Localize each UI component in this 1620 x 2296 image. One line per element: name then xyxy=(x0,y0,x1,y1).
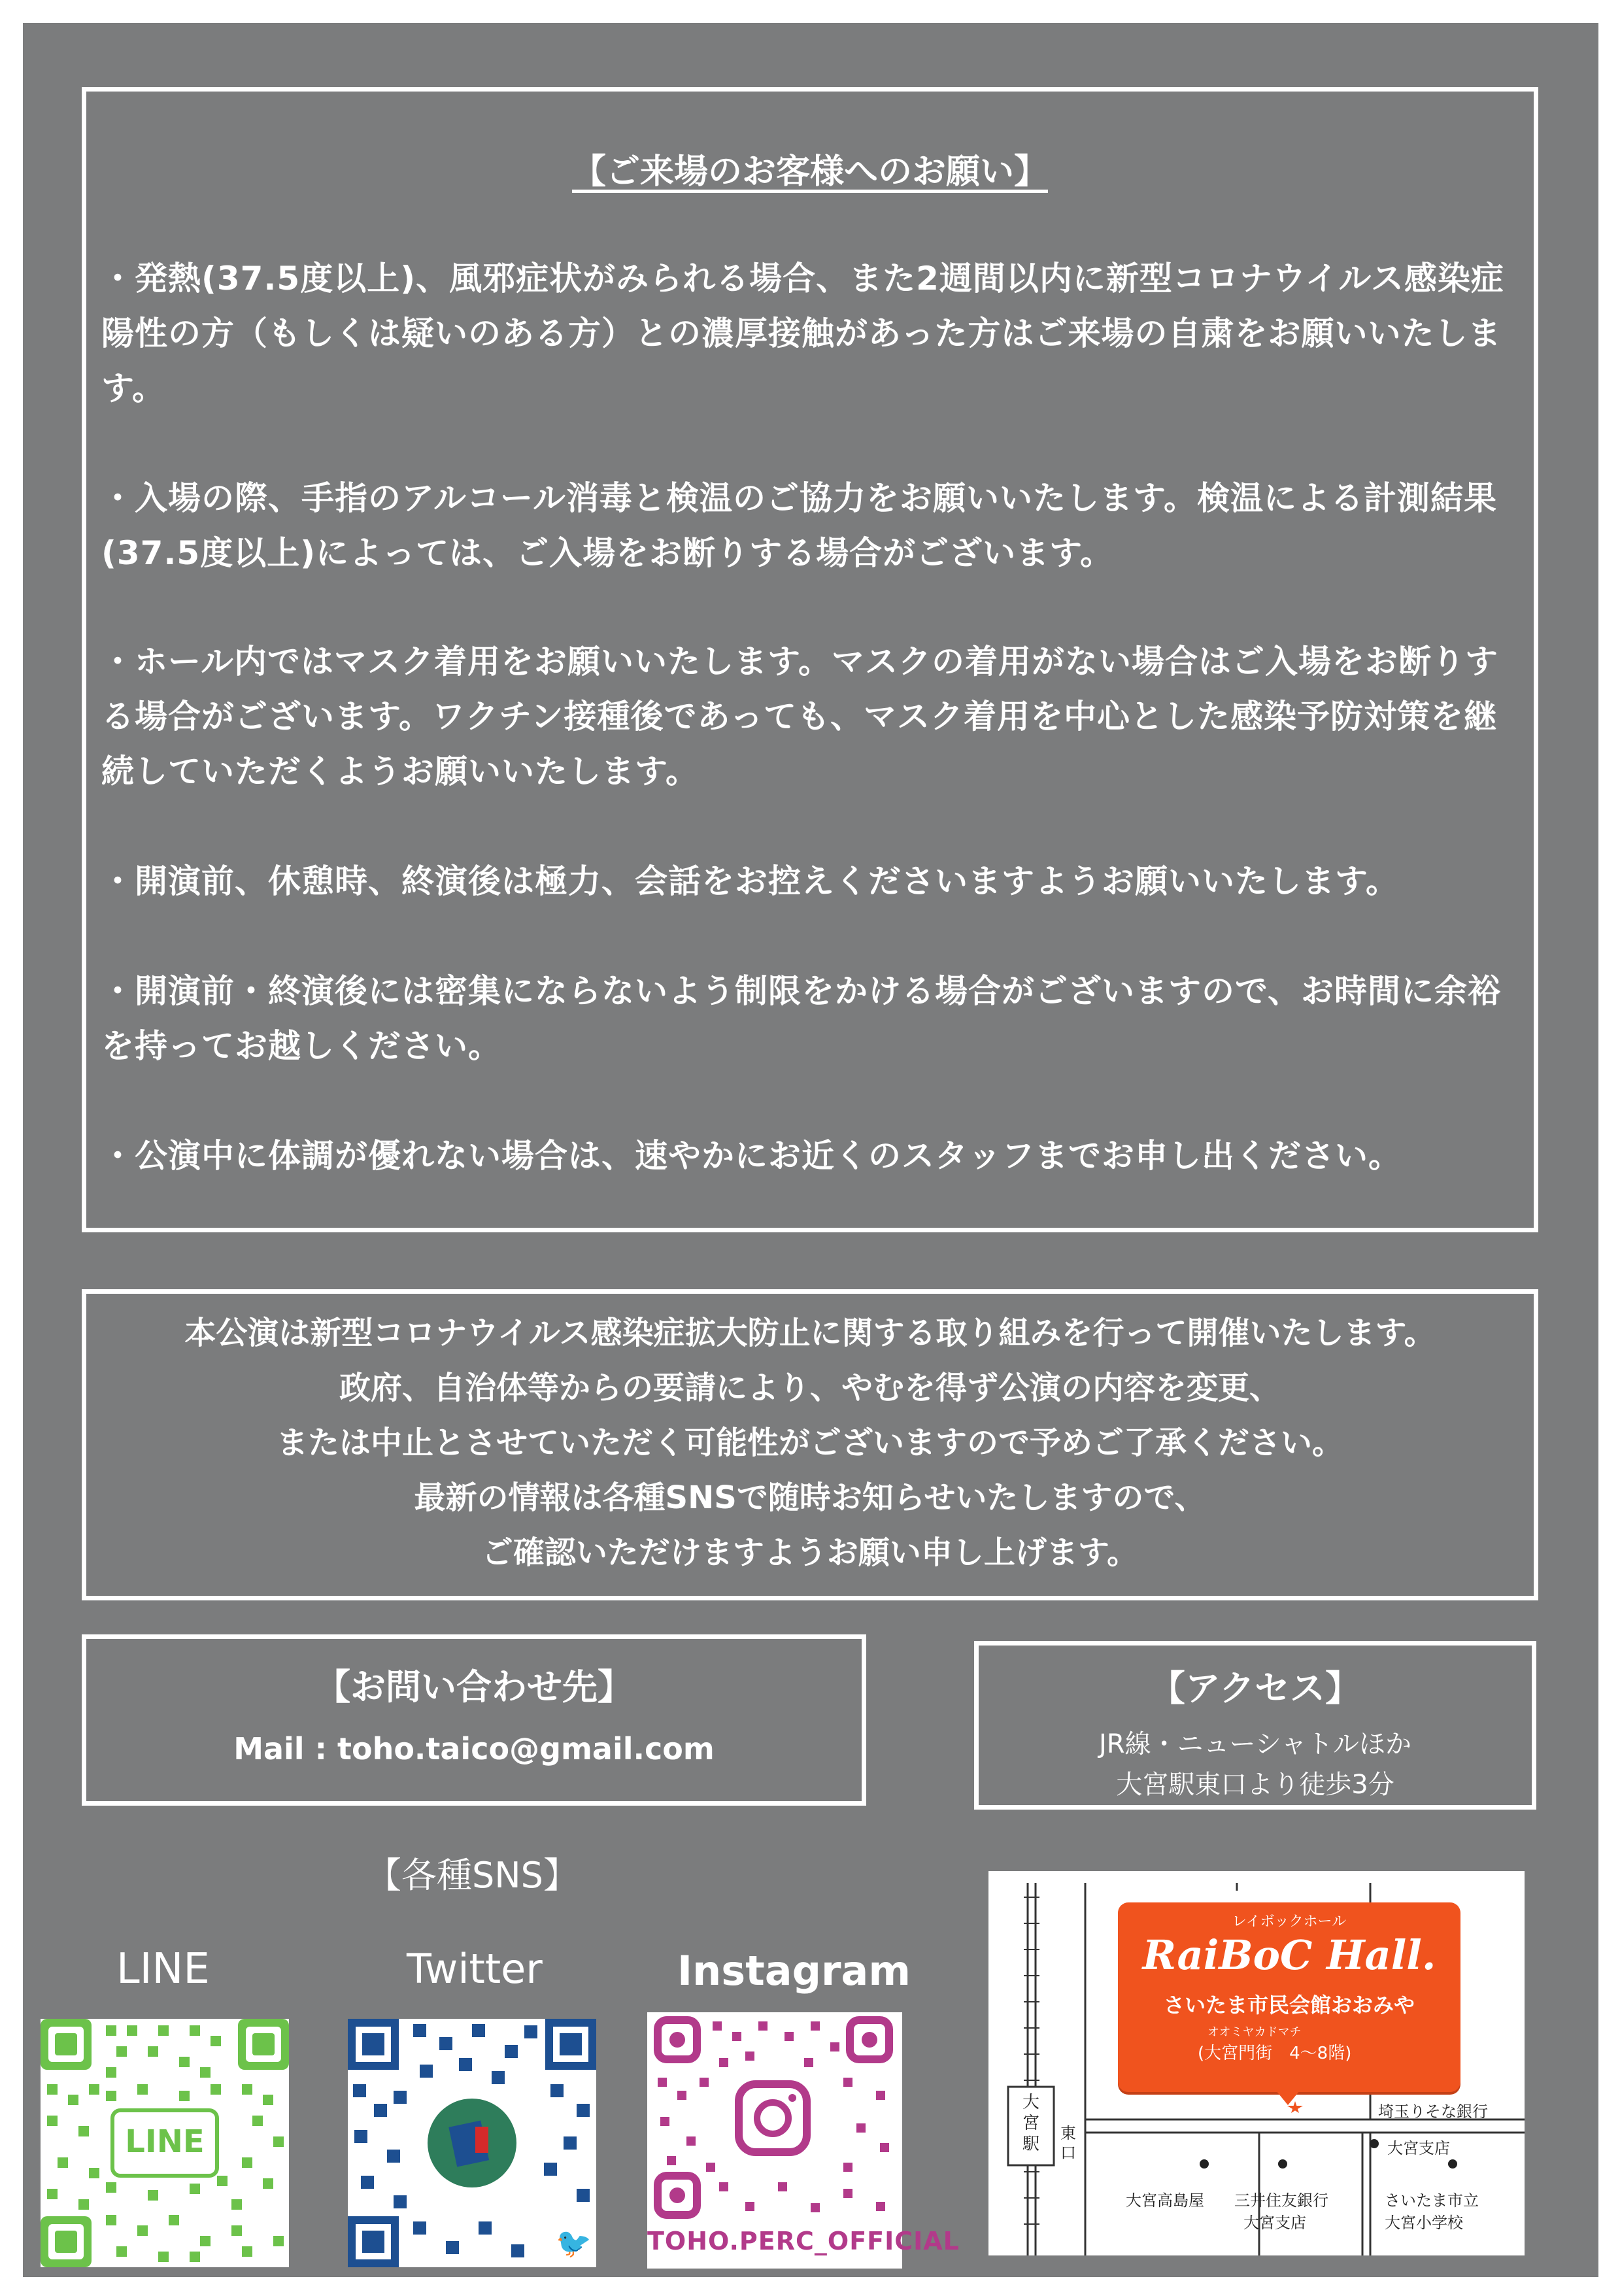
hall-logo: RaiBoC Hall. xyxy=(1142,1931,1436,1979)
contact-mail[interactable]: Mail : toho.taico@gmail.com xyxy=(233,1731,715,1766)
sns-title: 【各種SNS】 xyxy=(366,1855,579,1896)
bank2-branch-label: 大宮支店 xyxy=(1243,2214,1306,2232)
covid-statement-line: ご確認いただけますようお願い申し上げます。 xyxy=(481,1534,1139,1571)
bank1-label: 埼玉りそな銀行 xyxy=(1378,2102,1488,2121)
notice-item-mask: ・ホール内ではマスク着用をお願いいたします。マスクの着用がない場合はご入場をお断りする場合がございます。ワクチン接種後であっても、マスク着用を中心とした感染予防対策を継続していただくようお願いいたします。 xyxy=(101,643,1498,790)
notice-item-crowding: ・開演前・終演後には密集にならないよう制限をかける場合がございますので、お時間に余裕を持ってお越しください。 xyxy=(101,972,1501,1065)
street-kana: オオミヤカドマチ xyxy=(1207,2025,1302,2039)
notice-title: 【ご来場のお客様へのお願い】 xyxy=(571,152,1048,192)
bank1-branch-label: 大宮支店 xyxy=(1387,2139,1450,2157)
twitter-qr-code[interactable] xyxy=(348,2019,596,2267)
covid-statement-line: 政府、自治体等からの要請により、やむを得ず公演の内容を変更、 xyxy=(339,1370,1281,1406)
school-label: さいたま市立 xyxy=(1385,2191,1479,2210)
store-label: 大宮高島屋 xyxy=(1126,2191,1204,2210)
instagram-qr-icon xyxy=(647,2012,902,2221)
contact-title: 【お問い合わせ先】 xyxy=(315,1666,633,1708)
instagram-label: Instagram xyxy=(677,1947,911,1995)
access-title: 【アクセス】 xyxy=(1149,1667,1361,1709)
hall-pointer xyxy=(1276,2091,1300,2105)
access-line: 大宮駅東口より徒歩3分 xyxy=(1116,1770,1394,1800)
line-qr-logo-text: LINE xyxy=(125,2123,205,2160)
twitter-label: Twitter xyxy=(407,1945,543,1993)
school-name-label: 大宮小学校 xyxy=(1385,2214,1463,2232)
notice-item-illness: ・公演中に体調が優れない場合は、速やかにお近くのスタッフまでお申し出ください。 xyxy=(101,1137,1402,1175)
notice-item-conversation: ・開演前、休憩時、終演後は極力、会話をお控えくださいますようお願いいたします。 xyxy=(101,862,1399,900)
covid-statement-line: または中止とさせていただく可能性がございますので予めご了承ください。 xyxy=(276,1425,1343,1461)
covid-statement-line: 最新の情報は各種SNSで随時お知らせいたしますので、 xyxy=(414,1479,1206,1516)
hall-kana: レイボックホール xyxy=(1232,1914,1347,1930)
access-line: JR線・ニューシャトルほか xyxy=(1099,1729,1411,1759)
instagram-qr-code[interactable] xyxy=(647,2012,960,2269)
street-name: (大宮門街 4～8階) xyxy=(1198,2044,1352,2063)
twitter-bird-icon: 🐦 xyxy=(556,2227,592,2260)
bank2-label: 三井住友銀行 xyxy=(1234,2191,1328,2210)
instagram-handle: TOHO.PERC_OFFICIAL xyxy=(647,2227,960,2255)
notice-item-disinfection: ・入場の際、手指のアルコール消毒と検温のご協力をお願いいたします。検温による計測結果(37.5度以上)によっては、ご入場をお断りする場合がございます。 xyxy=(101,479,1497,572)
east-exit-label: 東口 xyxy=(1060,2124,1076,2162)
hall-name: さいたま市民会館おおみや xyxy=(1163,1993,1415,2017)
covid-statement-line: 本公演は新型コロナウイルス感染症拡大防止に関する取り組みを行って開催いたします。 xyxy=(184,1315,1436,1351)
station-label: 大宮駅 xyxy=(1022,2093,1039,2154)
line-label: LINE xyxy=(116,1945,210,1993)
access-map xyxy=(988,1871,1525,2255)
line-qr-code[interactable] xyxy=(41,2019,289,2267)
notice-item-fever: ・発熱(37.5度以上)、風邪症状がみられる場合、また2週間以内に新型コロナウイルス感染症陽性の方（もしくは疑いのある方）との濃厚接触があった方はご来場の自粛をお願いいたします。 xyxy=(101,260,1504,407)
